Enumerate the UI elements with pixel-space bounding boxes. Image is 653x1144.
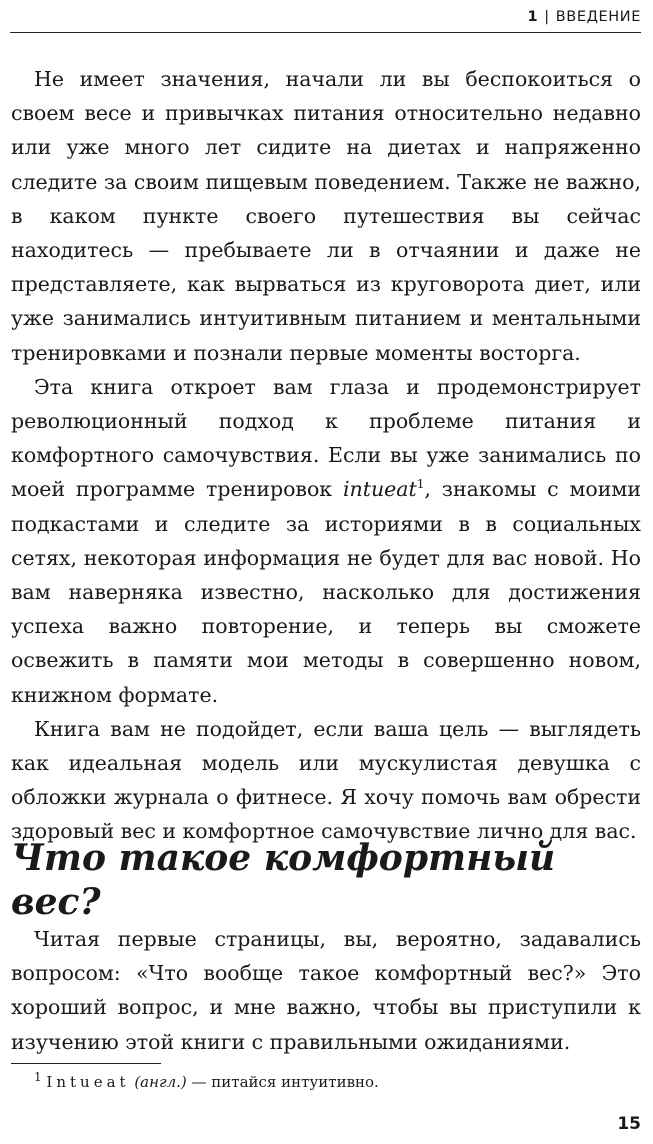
intueat-term: intueat [342, 477, 417, 502]
section-heading: Что такое комфортный вес? [11, 837, 556, 923]
intro-text [11, 62, 641, 849]
paragraph-2-end: , знакомы с моими подкастами и следите за историями в в социальных сетях, некоторая информация не будет для вас новой. Но вам наверняка известно, насколько для достижения успеха важно повторение, и теперь вы сможете освежить в памяти мои методы в совершенно новом, книжном формате. [11, 477, 642, 707]
footnote-translation: — питайся интуитивно. [186, 1073, 379, 1091]
paragraph-1: Не имеет значения, начали ли вы беспокоиться о своем весе и привычках питания относительно недавно или уже много лет сидите на диетах и напряженно следите за своим пищевым поведением. Также не важно, в каком пункте своего путешествия вы сейчас находитесь — пребываете ли в отчаянии и даже не представляете, как вырваться из круговорота диет, или уже занимались интуитивным питанием и ментальными тренировками и познали первые моменты восторга. [11, 67, 641, 365]
footnote [34, 1070, 634, 1094]
paragraph-2 [11, 370, 641, 712]
footnote-marker: 1 [34, 1070, 42, 1084]
footnote-language-note: (англ.) [134, 1073, 187, 1091]
footnote-reference[interactable]: 1 [416, 477, 425, 492]
paragraph-4: Читая первые страницы, вы, вероятно, задавались вопросом: «Что вообще такое комфортный вес?» Это хороший вопрос, и мне важно, чтобы вы приступили к изучению этой книги с правильными ожиданиями. [11, 927, 641, 1054]
page-number: 15 [617, 1114, 641, 1134]
header-divider: | [544, 9, 550, 25]
paragraph-2-start: Эта книга откроет вам глаза и продемонстрирует революционный подход к проблеме питания и комфортного самочувствия. Если вы уже занимались по моей программе тренировок [11, 374, 641, 502]
running-header [10, 6, 641, 33]
section-text [11, 922, 641, 1059]
chapter-title: ВВЕДЕНИЕ [555, 9, 641, 25]
footnote-divider [11, 1063, 161, 1064]
paragraph-3: Книга вам не подойдет, если ваша цель — выглядеть как идеальная модель или мускулистая девушка с обложки журнала о фитнесе. Я хочу помочь вам обрести здоровый вес и комфортное самочувствие лично для вас. [11, 716, 641, 844]
footnote-word: Intueat [46, 1073, 130, 1091]
chapter-number: 1 [527, 9, 539, 25]
